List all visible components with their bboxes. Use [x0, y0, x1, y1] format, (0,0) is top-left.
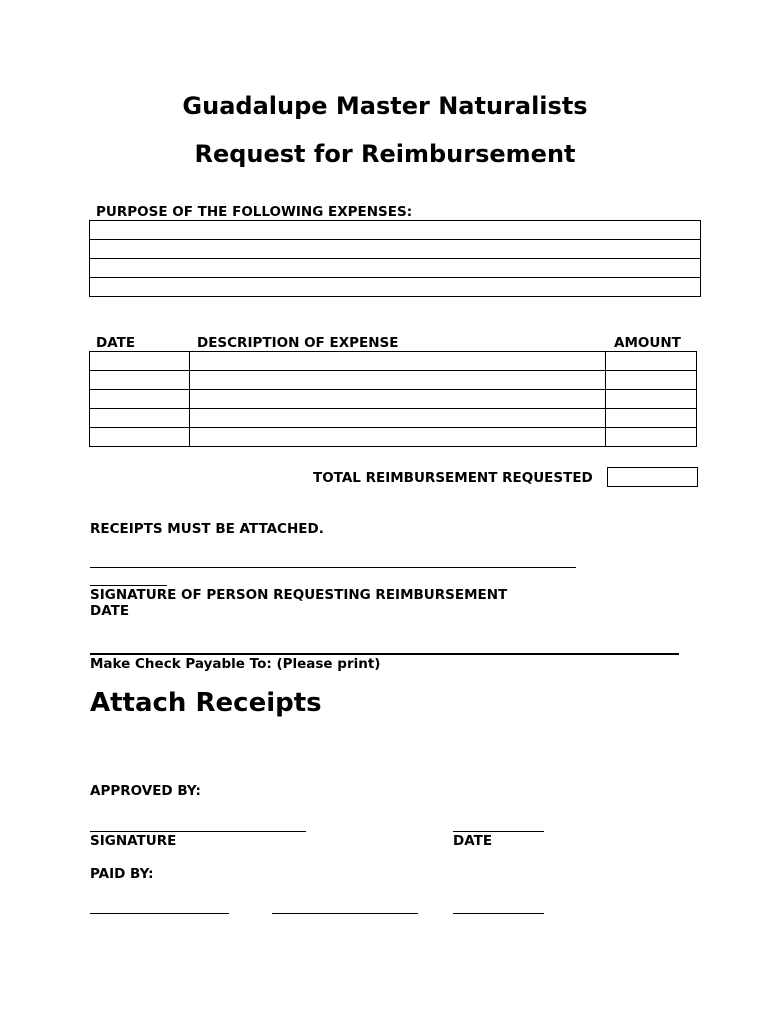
- expense-amount-cell[interactable]: [606, 428, 697, 447]
- expense-description-cell[interactable]: [189, 409, 605, 428]
- table-row: [90, 371, 697, 390]
- approval-signature-label: SIGNATURE: [90, 833, 177, 849]
- description-column-header: DESCRIPTION OF EXPENSE: [197, 335, 399, 351]
- purpose-field[interactable]: [90, 221, 701, 240]
- purpose-field[interactable]: [90, 278, 701, 297]
- expense-amount-cell[interactable]: [606, 352, 697, 371]
- expense-date-cell[interactable]: [90, 390, 190, 409]
- expense-description-cell[interactable]: [189, 352, 605, 371]
- form-title: Request for Reimbursement: [194, 140, 576, 168]
- table-row: [90, 352, 697, 371]
- paid-by-line[interactable]: [272, 913, 418, 914]
- expense-description-cell[interactable]: [189, 390, 605, 409]
- date-column-header: DATE: [96, 335, 136, 351]
- requester-date-line[interactable]: [90, 585, 167, 586]
- total-label: TOTAL REIMBURSEMENT REQUESTED: [313, 470, 593, 486]
- requester-date-label: DATE: [90, 603, 130, 619]
- table-row: [90, 390, 697, 409]
- amount-column-header: AMOUNT: [614, 335, 681, 351]
- purpose-row: [90, 278, 701, 297]
- purpose-row: [90, 221, 701, 240]
- expense-description-cell[interactable]: [189, 371, 605, 390]
- expense-date-cell[interactable]: [90, 428, 190, 447]
- receipts-notice: RECEIPTS MUST BE ATTACHED.: [90, 521, 324, 537]
- purpose-label: PURPOSE OF THE FOLLOWING EXPENSES:: [96, 204, 413, 220]
- requester-signature-label: SIGNATURE OF PERSON REQUESTING REIMBURSEMENT: [90, 587, 508, 603]
- payee-line[interactable]: [90, 653, 679, 655]
- expense-amount-cell[interactable]: [606, 371, 697, 390]
- approved-by-label: APPROVED BY:: [90, 783, 201, 799]
- purpose-row: [90, 240, 701, 259]
- table-row: [90, 409, 697, 428]
- paid-by-line[interactable]: [453, 913, 544, 914]
- approval-date-line[interactable]: [453, 831, 544, 832]
- approval-signature-line[interactable]: [90, 831, 306, 832]
- expense-description-cell[interactable]: [189, 428, 605, 447]
- purpose-table: [89, 220, 701, 297]
- expense-amount-cell[interactable]: [606, 409, 697, 428]
- paid-by-label: PAID BY:: [90, 866, 154, 882]
- org-title: Guadalupe Master Naturalists: [182, 92, 588, 120]
- purpose-field[interactable]: [90, 259, 701, 278]
- expense-date-cell[interactable]: [90, 409, 190, 428]
- expense-date-cell[interactable]: [90, 371, 190, 390]
- attach-receipts-heading: Attach Receipts: [90, 688, 322, 718]
- expense-amount-cell[interactable]: [606, 390, 697, 409]
- requester-signature-line[interactable]: [90, 567, 576, 568]
- expense-date-cell[interactable]: [90, 352, 190, 371]
- approval-date-label: DATE: [453, 833, 493, 849]
- total-amount-field[interactable]: [607, 467, 698, 487]
- purpose-field[interactable]: [90, 240, 701, 259]
- expense-table: [89, 351, 697, 447]
- purpose-row: [90, 259, 701, 278]
- payee-label: Make Check Payable To: (Please print): [90, 656, 381, 672]
- paid-by-line[interactable]: [90, 913, 229, 914]
- table-row: [90, 428, 697, 447]
